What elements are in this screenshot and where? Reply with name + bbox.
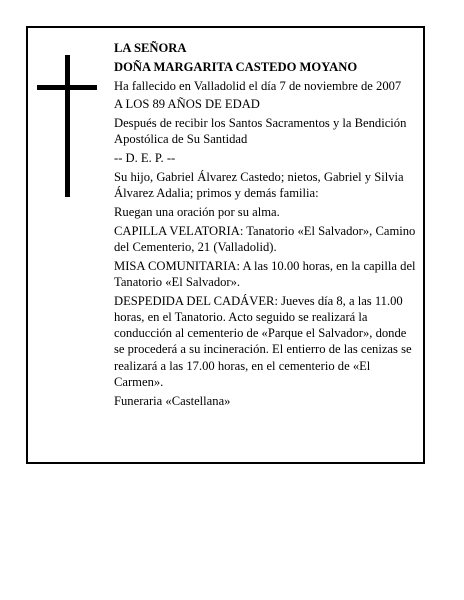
family-statement: Su hijo, Gabriel Álvarez Castedo; nietos, Gabriel y Silvia Álvarez Adalia; primos y demás familia: [114, 169, 404, 201]
deceased-name: DOÑA MARGARITA CASTEDO MOYANO [114, 59, 358, 74]
obituary-text [114, 40, 419, 411]
funeral-home: Funeraria «Castellana» [114, 393, 231, 408]
prayer-request: Ruegan una oración por su alma. [114, 204, 280, 219]
age-statement: A LOS 89 AÑOS DE EDAD [114, 97, 260, 112]
notice-title: LA SEÑORA [114, 41, 187, 55]
rip-line: -- D. E. P. -- [114, 151, 176, 166]
sacraments-statement: Después de recibir los Santos Sacramentos y la Bendición Apostólica de Su Santidad [114, 116, 407, 147]
death-statement: Ha fallecido en Valladolid el día 7 de noviembre de 2007 [114, 78, 402, 93]
cross-vertical-bar [65, 55, 70, 197]
wake-info: CAPILLA VELATORIA: Tanatorio «El Salvador», Camino del Cementerio, 21 (Valladolid). [114, 223, 416, 254]
farewell-info: DESPEDIDA DEL CADÁVER: Jueves día 8, a las 11.00 horas, en el Tanatorio. Acto seguido se realizará la conducción al cementerio de «Parque el Salvador», donde se procederá a su incineración. El entierro de las cenizas se realizará a las 17.00 horas, en el cementerio de «El Carmen». [114, 293, 412, 389]
mass-info: MISA COMUNITARIA: A las 10.00 horas, en la capilla del Tanatorio «El Salvador». [114, 258, 416, 289]
cross-horizontal-bar [37, 85, 97, 90]
